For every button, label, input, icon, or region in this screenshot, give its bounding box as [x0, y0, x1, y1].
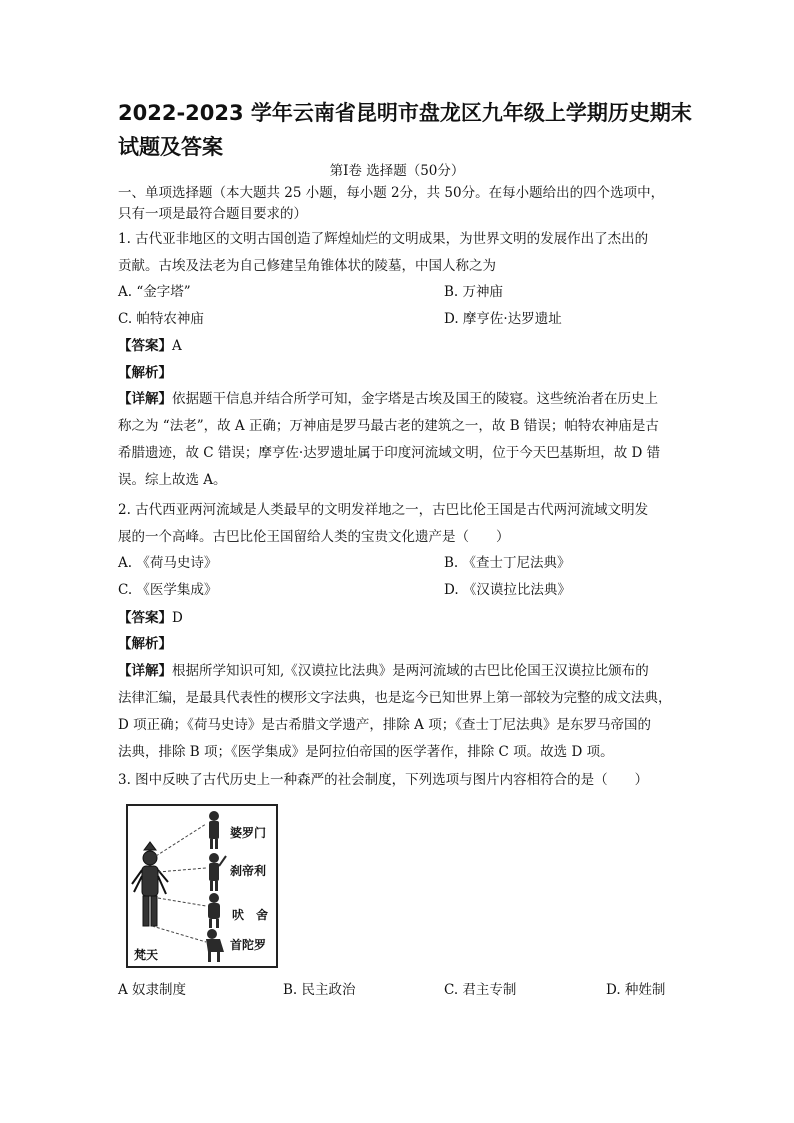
q2-answer [118, 608, 183, 628]
q1-detail-line-2: 称之为 “法老”，故 A 正确；万神庙是罗马最古老的建筑之一，故 B 错误；帕特农神庙是古 [118, 418, 659, 434]
q2-detail-text-1: 根据所学知识可知,《汉谟拉比法典》是两河流域的古巴比伦国王汉谟拉比颁布的 [172, 663, 649, 679]
brahma-deity-figure [132, 842, 168, 926]
q3-option-c: C. 君主专制 [444, 982, 517, 998]
q1-detail-tag: 【详解】 [118, 391, 172, 407]
q1-answer-value: A [172, 338, 182, 354]
q2-answer-tag: 【答案】 [118, 610, 172, 626]
label-brahma: 梵天 [134, 948, 159, 962]
brahmin-figure [209, 811, 219, 849]
q1-option-a: A. “金字塔” [118, 284, 191, 300]
q1-option-d: D. 摩亨佐·达罗遗址 [444, 311, 562, 327]
q2-detail-line-1 [118, 661, 649, 681]
shudra-figure [206, 929, 224, 962]
document-title: 2022-2023 学年云南省昆明市盘龙区九年级上学期历史期末试题及答案 [118, 101, 692, 159]
q2-analysis-tag: 【解析】 [118, 636, 172, 652]
q1-option-c: C. 帕特农神庙 [118, 311, 204, 327]
kshatriya-figure [209, 853, 226, 891]
q2-option-d: D. 《汉谟拉比法典》 [444, 582, 571, 598]
q1-analysis-tag: 【解析】 [118, 365, 172, 381]
section-header: 第Ⅰ卷 选择题（50分） [329, 163, 465, 179]
q2-detail-line-4: 法典，排除 B 项；《医学集成》是阿拉伯帝国的医学著作，排除 C 项。故选 D 项。 [118, 744, 614, 760]
q3-option-b: B. 民主政治 [283, 982, 356, 998]
q1-detail-line-3: 希腊遗迹，故 C 错误；摩亨佐·达罗遗址属于印度河流域文明，位于今天巴基斯坦，故 D 错 [118, 445, 661, 461]
instructions-line-1: 一、单项选择题（本大题共 25 小题，每小题 2分，共 50分。在每小题给出的四个选项中， [118, 185, 665, 201]
q1-answer [118, 336, 182, 356]
q2-answer-value: D [172, 610, 183, 626]
q1-detail-line-1 [118, 389, 658, 409]
q2-detail-tag: 【详解】 [118, 663, 172, 679]
q2-stem-line-1: 2. 古代西亚两河流域是人类最早的文明发祥地之一，古巴比伦王国是古代两河流域文明发 [118, 502, 649, 518]
q1-stem-line-2: 贡献。古埃及法老为自己修建呈角锥体状的陵墓，中国人称之为 [118, 258, 496, 274]
instructions-line-2: 只有一项是最符合题目要求的） [118, 206, 307, 222]
q2-detail-line-2: 法律汇编，是最具代表性的楔形文字法典，也是迄今已知世界上第一部较为完整的成文法典， [118, 690, 672, 706]
label-shudra: 首陀罗 [230, 938, 267, 952]
label-kshatriya: 刹帝利 [230, 864, 267, 878]
q1-answer-tag: 【答案】 [118, 338, 172, 354]
q1-detail-line-4: 误。综上故选 A。 [118, 472, 227, 488]
label-vaishya: 吠 舍 [232, 908, 269, 922]
q3-option-d: D. 种姓制 [606, 982, 666, 998]
q1-option-b: B. 万神庙 [444, 284, 504, 300]
q3-option-a: A 奴隶制度 [118, 982, 187, 998]
label-brahmin: 婆罗门 [230, 826, 267, 840]
q2-detail-line-3: D 项正确；《荷马史诗》是古希腊文学遗产，排除 A 项；《查士丁尼法典》是东罗马帝国的 [118, 717, 651, 733]
q2-option-c: C. 《医学集成》 [118, 582, 218, 598]
caste-system-figure [126, 804, 278, 968]
q2-option-a: A. 《荷马史诗》 [118, 555, 218, 571]
q2-option-b: B. 《查士丁尼法典》 [444, 555, 571, 571]
q2-stem-line-2: 展的一个高峰。古巴比伦王国留给人类的宝贵文化遗产是（ ） [118, 529, 510, 545]
q1-stem-line-1: 1. 古代亚非地区的文明古国创造了辉煌灿烂的文明成果，为世界文明的发展作出了杰出的 [118, 231, 649, 247]
q1-detail-text-1: 依据题干信息并结合所学可知，金字塔是古埃及国王的陵寝。这些统治者在历史上 [172, 391, 658, 407]
vaishya-figure [208, 893, 220, 928]
q3-stem: 3. 图中反映了古代历史上一种森严的社会制度，下列选项与图片内容相符合的是（ ） [118, 772, 649, 788]
